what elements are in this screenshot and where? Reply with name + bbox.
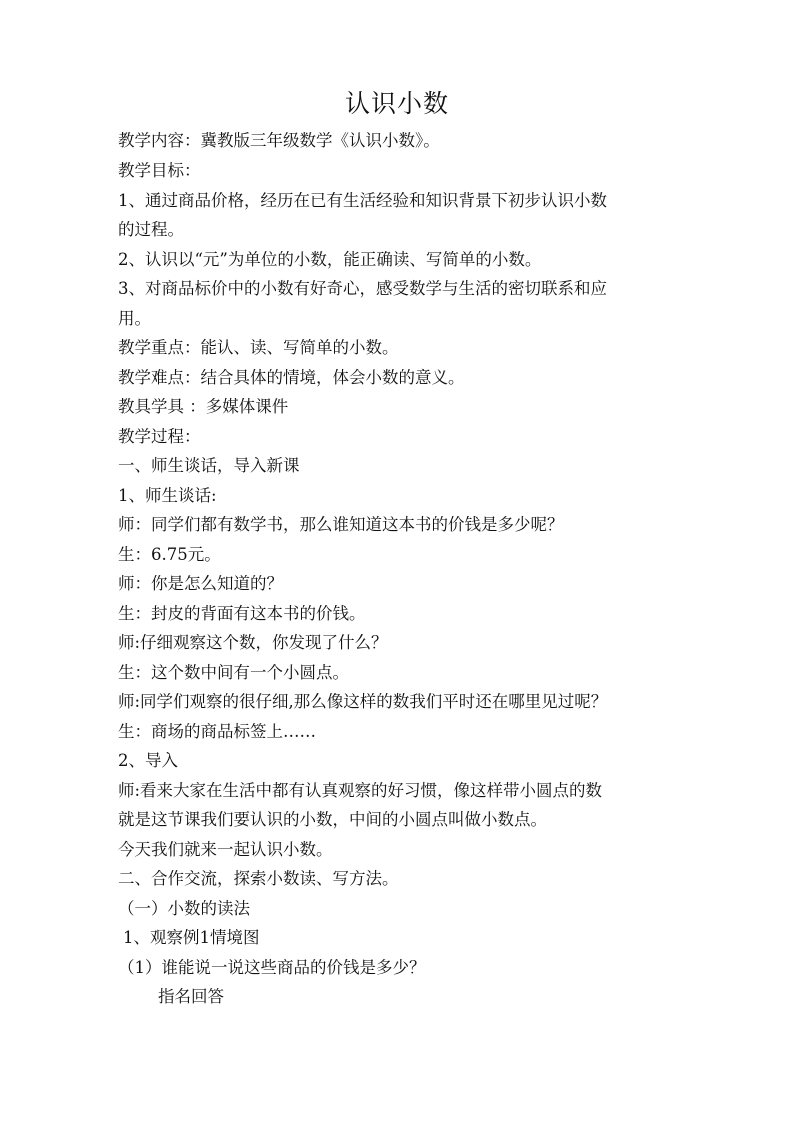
text-line: （1）谁能说一说这些商品的价钱是多少？ [118, 958, 426, 977]
dialogue-line: 生：封皮的背面有这本书的价钱。 [118, 604, 366, 623]
document-title: 认识小数 [344, 89, 449, 118]
dialogue-line: 师：你是怎么知道的？ [118, 574, 283, 593]
text-line: 的过程。 [118, 220, 184, 239]
text-line: 1、通过商品价格，经历在已有生活经验和知识背景下初步认识小数 [118, 191, 607, 210]
text-line: 1、观察例1情境图 [123, 928, 260, 947]
text-line: 3、对商品标价中的小数有好奇心，感受数学与生活的密切联系和应 [118, 279, 607, 298]
text-line: 用。 [118, 309, 151, 328]
text-line: 教学过程： [118, 427, 201, 446]
dialogue-line: 师:看来大家在生活中都有认真观察的好习惯，像这样带小圆点的数 [118, 781, 603, 800]
text-line: 教学目标： [118, 161, 201, 180]
text-line: 教学难点：结合具体的情境，体会小数的意义。 [118, 368, 465, 387]
section-heading: 二、合作交流，探索小数读、写方法。 [118, 869, 399, 888]
dialogue-line: 师：同学们都有数学书，那么谁知道这本书的价钱是多少呢？ [118, 515, 564, 534]
text-line: 指名回答 [158, 987, 224, 1006]
text-line: 今天我们就来一起认识小数。 [118, 840, 333, 859]
section-heading: 一、师生谈话，导入新课 [118, 456, 300, 475]
dialogue-line: 师:仔细观察这个数，你发现了什么？ [118, 633, 388, 652]
text-line: 1、师生谈话: [118, 486, 217, 505]
text-line: 2、导入 [118, 751, 178, 770]
subsection-heading: （一）小数的读法 [118, 899, 250, 918]
dialogue-line: 生：商场的商品标签上…… [118, 722, 316, 741]
text-line: 就是这节课我们要认识的小数，中间的小圆点叫做小数点。 [118, 810, 547, 829]
dialogue-line: 生：6.75元。 [118, 545, 221, 564]
dialogue-line: 生：这个数中间有一个小圆点。 [118, 663, 349, 682]
text-line: 教学内容：冀教版三年级数学《认识小数》。 [118, 131, 440, 150]
text-line: 教学重点：能认、读、写简单的小数。 [118, 338, 399, 357]
text-line: 教具学具 ：多媒体课件 [118, 397, 289, 416]
text-line: 2、认识以“元”为单位的小数，能正确读、写简单的小数。 [118, 250, 542, 269]
dialogue-line: 师:同学们观察的很仔细,那么像这样的数我们平时还在哪里见过呢？ [118, 692, 608, 711]
